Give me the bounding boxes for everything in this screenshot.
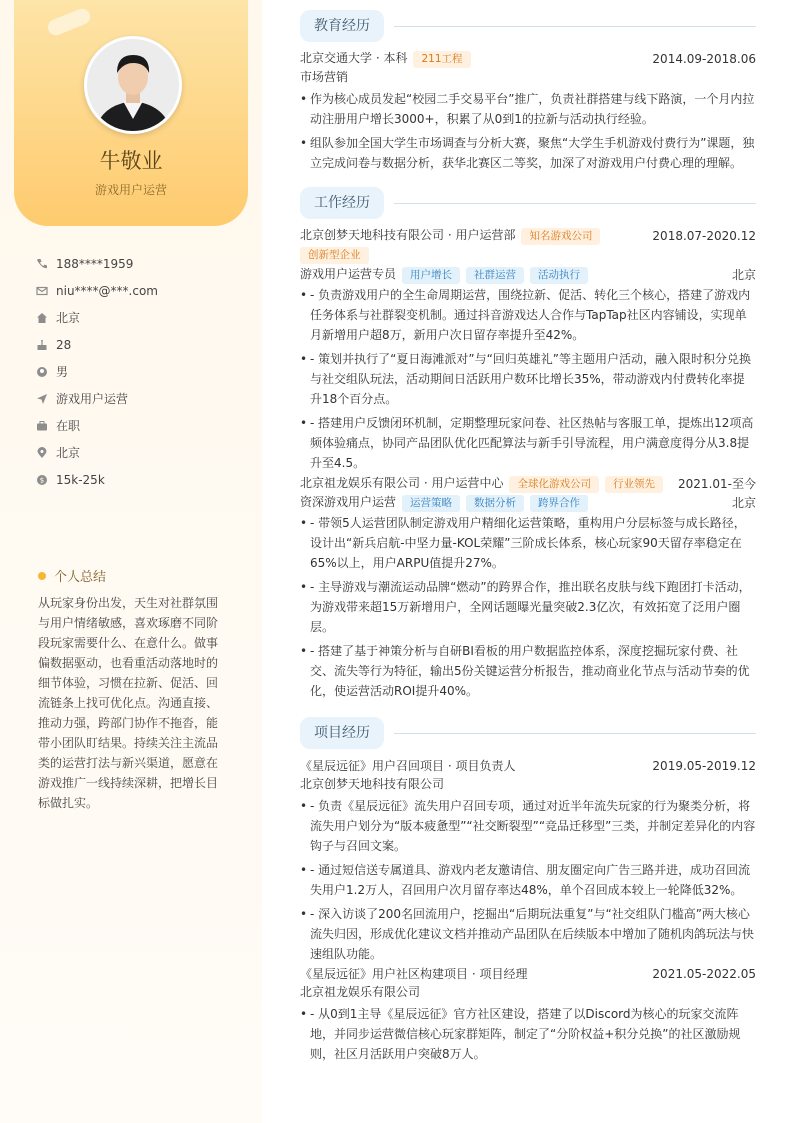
- project-company: 北京祖龙娱乐有限公司: [300, 985, 421, 999]
- list-item: • - 策划并执行了“夏日海滩派对”与“回归英雄礼”等主题用户活动，融入限时积分兑换与社交组队玩法，活动期间日活跃用户数环比增长35%，带动游戏内付费转化率提升18个百分点。: [300, 349, 756, 409]
- work-entry-2: [300, 474, 756, 701]
- section-project: 项目经历: [300, 717, 756, 749]
- work-city: 北京: [731, 268, 756, 282]
- list-item: • - 主导游戏与潮流运动品牌“燃动”的跨界合作，推出联名皮肤与线下跑团打卡活动，为游戏带来超15万新增用户，全网话题曝光量突破2.3亿次，有效拓宽了泛用户圈层。: [300, 577, 756, 637]
- info-phone: 188****1959: [36, 250, 246, 277]
- avatar: [84, 36, 182, 134]
- education-entry: [300, 49, 756, 173]
- info-gender: 男: [36, 358, 246, 385]
- school-tag: 211工程: [413, 51, 470, 68]
- list-item: • 作为核心成员发起“校园二手交易平台”推广，负责社群搭建与线下路演，一个月内拉动注册用户增长3000+，积累了从0到1的拉新与活动执行经验。: [300, 89, 756, 129]
- list-item: • - 搭建用户反馈闭环机制，定期整理玩家问卷、社区热帖与客服工单，提炼出12项高频体验痛点，协同产品团队优化匹配算法与新手引导流程，用户满意度得分从3.8提升至4.5。: [300, 413, 756, 473]
- project-date: 2021.05-2022.05: [652, 966, 756, 981]
- skill-tag: 社群运营: [466, 267, 524, 284]
- summary-heading: 个人总结: [38, 566, 106, 585]
- salary-icon: [36, 474, 48, 486]
- cake-icon: [36, 339, 48, 351]
- project-entry-2: [300, 964, 756, 1064]
- list-item: • - 从0到1主导《星辰远征》官方社区建设，搭建了以Discord为核心的玩家交流阵地，并同步运营微信核心玩家群矩阵，制定了“分阶权益+积分兑换”的社区激励规则，社区月活跃用户突破8万人。: [300, 1004, 756, 1064]
- company-name: 北京祖龙娱乐有限公司 · 用户运营中心: [300, 476, 504, 490]
- list-item: • - 通过短信送专属道具、游戏内老友邀请信、朋友圈定向广告三路并进，成功召回流失用户1.2万人，召回用户次月留存率达48%，单个召回成本较上一轮降低32%。: [300, 860, 756, 900]
- list-item: • - 负责《星辰远征》流失用户召回专项，通过对近半年流失玩家的行为聚类分析，将流失用户划分为“版本疲惫型”“社交断裂型”“竞品迁移型”三类，并制定差异化的内容钩子与召回文案。: [300, 796, 756, 856]
- bullet-dot-icon: [38, 572, 46, 580]
- company-tag: 全球化游戏公司: [509, 476, 599, 493]
- company-tag: 行业领先: [605, 476, 663, 493]
- project-date: 2019.05-2019.12: [652, 758, 756, 773]
- work-date: 2018.07-2020.12: [652, 228, 756, 243]
- gender-icon: [36, 366, 48, 378]
- briefcase-icon: [36, 420, 48, 432]
- project-name: 《星辰远征》用户社区构建项目 · 项目经理: [300, 967, 528, 981]
- work-city: 北京: [731, 496, 756, 510]
- company-name: 北京创梦天地科技有限公司 · 用户运营部: [300, 228, 516, 242]
- skill-tag: 运营策略: [402, 495, 460, 512]
- major: 市场营销: [300, 70, 349, 84]
- candidate-name: 牛敬业: [99, 149, 163, 173]
- info-salary: $ 15k-25k: [36, 466, 246, 493]
- phone-icon: [36, 258, 48, 270]
- company-tag: 知名游戏公司: [521, 228, 600, 245]
- sidebar: [0, 0, 262, 1123]
- info-location: 北京: [36, 439, 246, 466]
- position-title: 游戏用户运营专员: [300, 267, 397, 281]
- home-icon: [36, 312, 48, 324]
- section-education: 教育经历: [300, 10, 756, 42]
- work-entry-1: [300, 226, 756, 473]
- location-icon: [36, 447, 48, 459]
- skill-tag: 活动执行: [530, 267, 588, 284]
- project-name: 《星辰远征》用户召回项目 · 项目负责人: [300, 759, 516, 773]
- decorative-pill: [46, 6, 93, 37]
- position-title: 资深游戏用户运营: [300, 495, 397, 509]
- mail-icon: [36, 285, 48, 297]
- list-item: • - 负责游戏用户的全生命周期运营，围绕拉新、促活、转化三个核心，搭建了游戏内任务体系与社群裂变机制。通过抖音游戏达人合作与TapTap社区内容铺设，实现单月新增用户超8万，新用户次日留存率提升至42%。: [300, 285, 756, 345]
- skill-tag: 数据分析: [466, 495, 524, 512]
- project-company: 北京创梦天地科技有限公司: [300, 777, 445, 791]
- list-item: • - 带领5人运营团队制定游戏用户精细化运营策略，重构用户分层标签与成长路径，设计出“新兵启航-中坚力量-KOL荣耀”三阶成长体系，核心玩家90天留存率稳定在65%以上，用户ARPU值提升27%。: [300, 513, 756, 573]
- info-age: 28: [36, 331, 246, 358]
- info-residence: 北京: [36, 304, 246, 331]
- skill-tag: 跨界合作: [530, 495, 588, 512]
- education-date: 2014.09-2018.06: [652, 51, 756, 66]
- candidate-title: 游戏用户运营: [94, 183, 167, 197]
- summary-text: 从玩家身份出发，天生对社群氛围与用户情绪敏感，喜欢琢磨不同阶段玩家需要什么、在意什么。做事偏数据驱动，也看重活动落地时的细节体验，习惯在拉新、促活、回流链条上找可优化点。沟通直接、推动力强，跨部门协作不拖沓，能带小团队盯结果。持续关注主流品类的运营打法与新兴渠道，愿意在游戏推广一线持续深耕，把增长目标做扎实。: [38, 596, 219, 810]
- company-tag: 创新型企业: [300, 247, 369, 264]
- section-work: 工作经历: [300, 187, 756, 219]
- info-target-role: 游戏用户运营: [36, 385, 246, 412]
- list-item: • - 深入访谈了200名回流用户，挖掘出“后期玩法重复”与“社交组队门槛高”两大核心流失归因，形成优化建议文档并推动产品团队在后续版本中增加了随机肉鸽玩法与快速组队功能。: [300, 904, 756, 964]
- list-item: • - 搭建了基于神策分析与自研BI看板的用户数据监控体系，深度挖掘玩家付费、社交、流失等行为特征，输出5份关键运营分析报告，推动商业化节点与活动节奏的优化，使运营活动ROI提升40%。: [300, 641, 756, 701]
- work-date: 2021.01-至今: [678, 477, 756, 491]
- contact-info: [36, 250, 246, 493]
- project-entry-1: [300, 756, 756, 964]
- list-item: • 组队参加全国大学生市场调查与分析大赛，聚焦“大学生手机游戏付费行为”课题，独立完成问卷与数据分析，获华北赛区二等奖，加深了对游戏用户付费心理的理解。: [300, 133, 756, 173]
- skill-tag: 用户增长: [402, 267, 460, 284]
- svg-text:$: $: [39, 476, 45, 484]
- info-status: 在职: [36, 412, 246, 439]
- school-name: 北京交通大学 · 本科: [300, 51, 408, 65]
- info-email: niu****@***.com: [36, 277, 246, 304]
- send-icon: [36, 393, 48, 405]
